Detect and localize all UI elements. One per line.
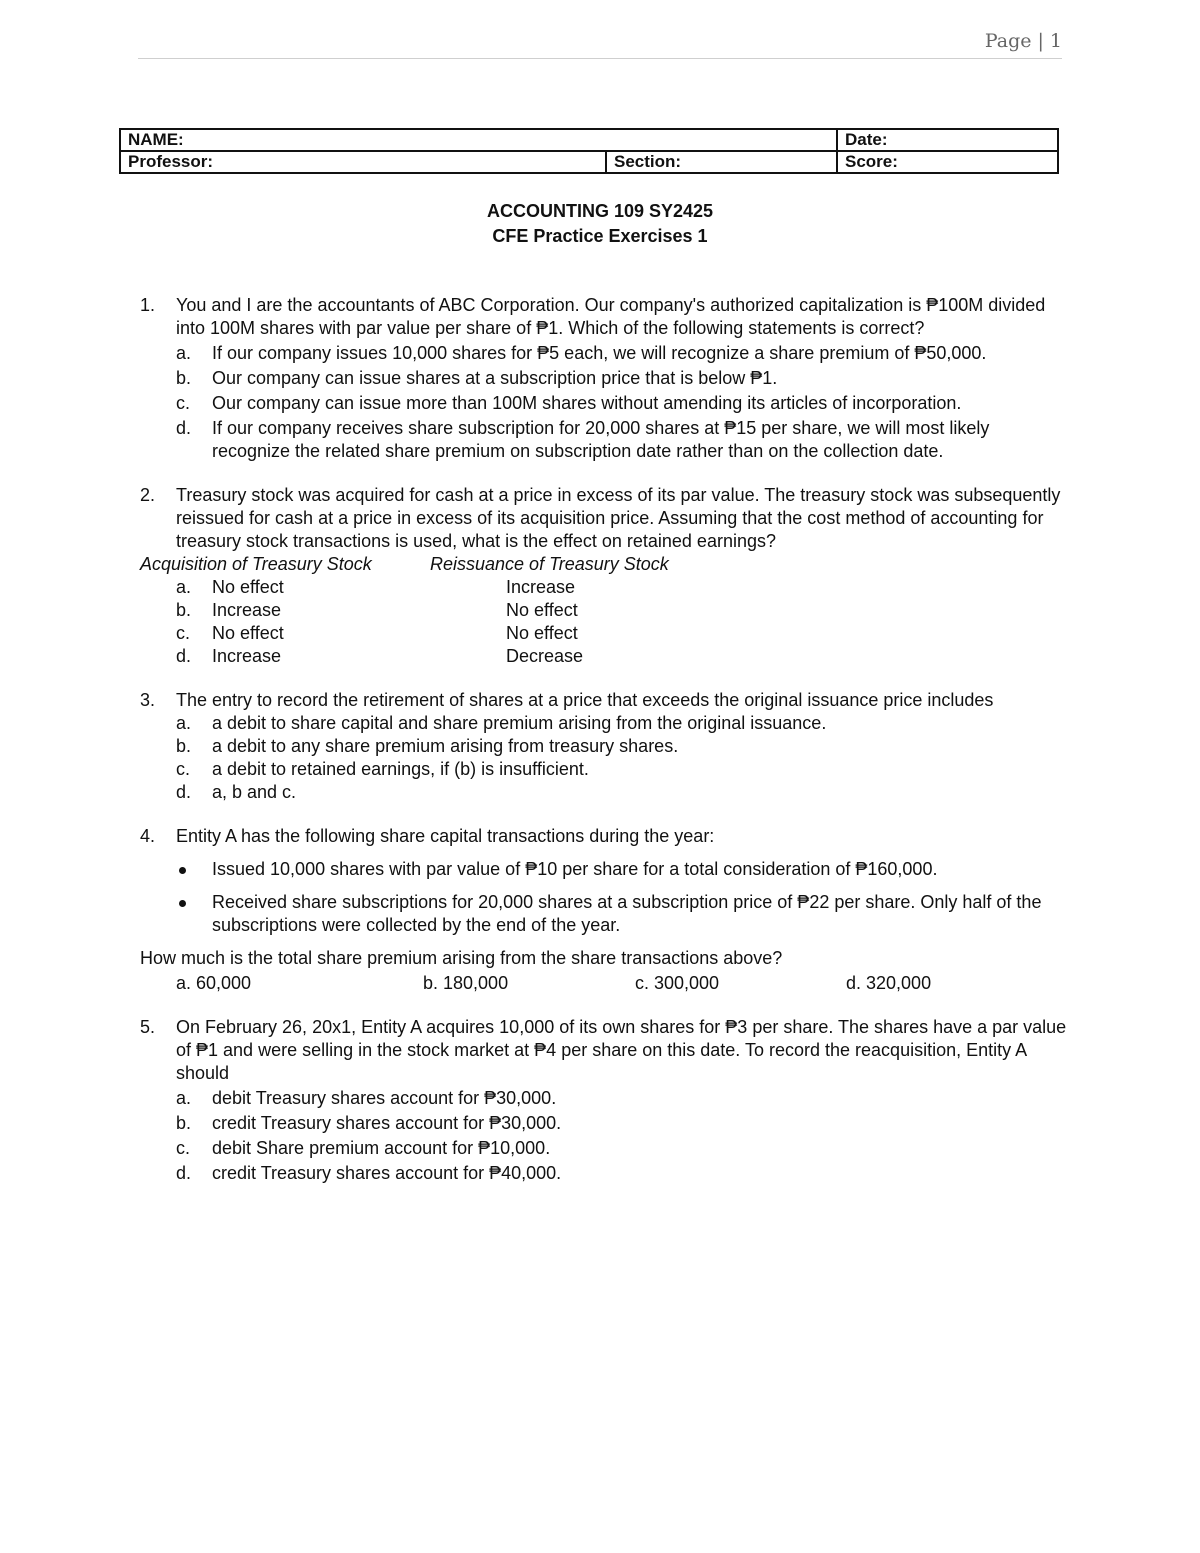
- option: b. credit Treasury shares account for ₱30,000.: [176, 1113, 562, 1133]
- section-field[interactable]: Section:: [606, 151, 837, 173]
- reissuance-header: Reissuance of Treasury Stock: [430, 554, 669, 574]
- question-number: 5.: [140, 1017, 156, 1037]
- bullet-item: Issued 10,000 shares with par value of ₱10 per share for a total consideration of ₱160,000.: [176, 858, 1070, 881]
- document-title: [0, 199, 1200, 249]
- page-label: Page: [984, 30, 1032, 52]
- student-info-table: [119, 128, 1059, 174]
- bullet-icon: [179, 900, 186, 907]
- question-number: 1.: [140, 295, 156, 315]
- question-list: [140, 294, 1070, 1206]
- course-title: ACCOUNTING 109 SY2425: [486, 201, 714, 221]
- option-row: a. No effect Increase: [176, 577, 576, 597]
- bullet-icon: [179, 867, 186, 874]
- option: b. a debit to any share premium arising from treasury shares.: [176, 736, 679, 756]
- page-header: Page | 1: [138, 30, 1062, 59]
- question-1: [140, 294, 1070, 463]
- question-4: [140, 825, 1070, 937]
- bullet-item: Received share subscriptions for 20,000 shares at a subscription price of ₱22 per share. Only half of the subscriptions were collected by the end of the year.: [176, 891, 1070, 937]
- acquisition-header: Acquisition of Treasury Stock: [140, 554, 372, 574]
- question-4-choices: [176, 972, 1070, 995]
- option-row: c. No effect No effect: [176, 623, 578, 643]
- question-text: You and I are the accountants of ABC Corporation. Our company's authorized capitalization is ₱100M divided into 100M shares with par value per share of ₱1. Which of the following statements is correct?: [176, 295, 1046, 338]
- option: c. Our company can issue more than 100M shares without amending its articles of incorporation.: [176, 393, 962, 413]
- question-text: On February 26, 20x1, Entity A acquires 10,000 of its own shares for ₱3 per share. The shares have a par value of ₱1 and were selling in the stock market at ₱4 per share on this date. To record the reacquisition, Entity A should: [176, 1017, 1067, 1083]
- question-number: 3.: [140, 690, 156, 710]
- score-field[interactable]: Score:: [837, 151, 1058, 173]
- option: c. debit Share premium account for ₱10,000.: [176, 1138, 551, 1158]
- option: d. If our company receives share subscription for 20,000 shares at ₱15 per share, we will most likely recognize the related share premium on subscription date rather than on the collection date.: [176, 418, 990, 461]
- choice: c. 300,000: [635, 973, 720, 993]
- question-number: 4.: [140, 826, 156, 846]
- choice: b. 180,000: [423, 973, 509, 993]
- page-number: 1: [1049, 30, 1062, 52]
- option: b. Our company can issue shares at a subscription price that is below ₱1.: [176, 368, 778, 388]
- question-text: Treasury stock was acquired for cash at a price in excess of its par value. The treasury stock was subsequently reissued for cash at a price in excess of its acquisition price. Assuming that the cost method of accounting for treasury stock transactions is used, what is the effect on retained earnings?: [176, 485, 1061, 551]
- question-text: Entity A has the following share capital transactions during the year:: [176, 826, 715, 846]
- column-headers: [140, 553, 1070, 576]
- option: c. a debit to retained earnings, if (b) is insufficient.: [176, 759, 589, 779]
- option: a. a debit to share capital and share premium arising from the original issuance.: [176, 713, 827, 733]
- option: a. debit Treasury shares account for ₱30,000.: [176, 1088, 557, 1108]
- option: d. a, b and c.: [176, 782, 297, 802]
- question-number: 2.: [140, 485, 156, 505]
- professor-field[interactable]: Professor:: [120, 151, 606, 173]
- choice: a. 60,000: [176, 973, 252, 993]
- option: a. If our company issues 10,000 shares for ₱5 each, we will recognize a share premium of ₱50,000.: [176, 343, 987, 363]
- question-3: [140, 689, 1070, 804]
- date-field[interactable]: Date:: [837, 129, 1058, 151]
- question-2: [140, 484, 1070, 668]
- question-5: [140, 1016, 1070, 1185]
- exercise-title: CFE Practice Exercises 1: [492, 226, 708, 246]
- question-text: The entry to record the retirement of shares at a price that exceeds the original issuance price includes: [176, 690, 994, 710]
- choice: d. 320,000: [846, 973, 932, 993]
- option-row: d. Increase Decrease: [176, 646, 584, 666]
- option-row: b. Increase No effect: [176, 600, 578, 620]
- option: d. credit Treasury shares account for ₱40,000.: [176, 1163, 562, 1183]
- name-field[interactable]: NAME:: [120, 129, 837, 151]
- question-4-prompt: How much is the total share premium arising from the share transactions above?: [140, 948, 783, 968]
